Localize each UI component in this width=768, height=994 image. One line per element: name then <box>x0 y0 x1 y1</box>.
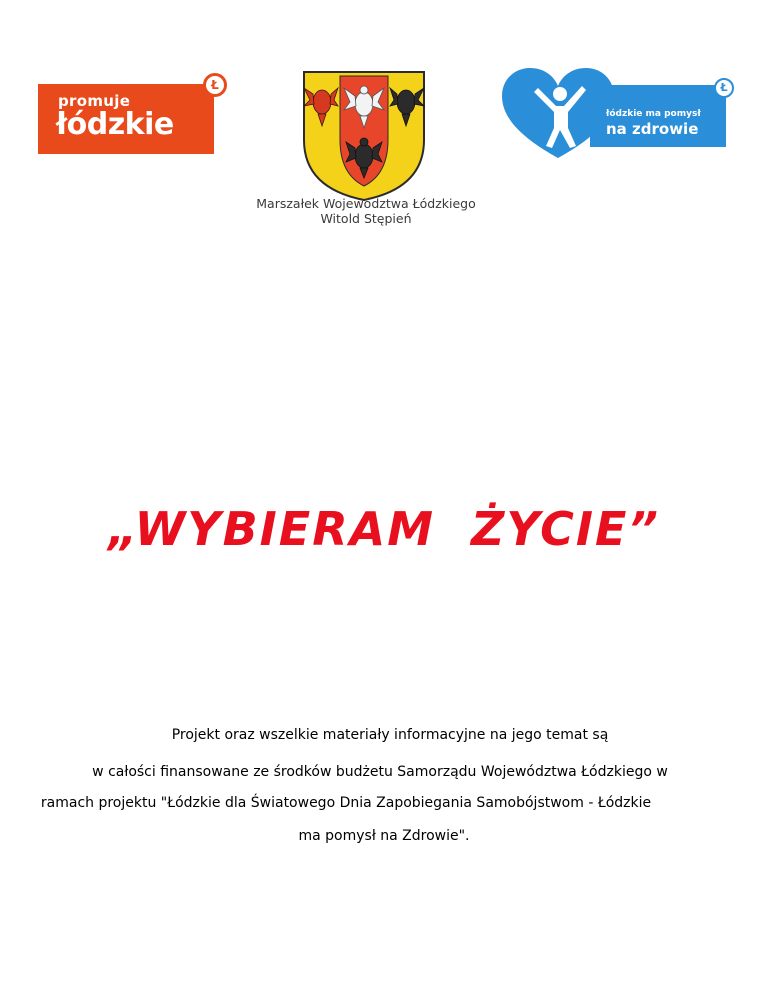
logo-line-ma-pomysl: łódzkie ma pomysł <box>606 109 701 119</box>
promuje-lodzkie-logo <box>38 70 228 156</box>
coat-of-arms-icon <box>300 70 428 202</box>
body-line-1: Projekt oraz wszelkie materiały informacyjne na jego temat są <box>171 727 609 743</box>
body-line-4: ma pomysł na Zdrowie". <box>298 828 470 844</box>
l-badge-icon: Ł <box>203 73 227 97</box>
logo-line-promuje: promuje <box>58 92 131 110</box>
body-line-3: ramach projektu "Łódzkie dla Światowego Dnia Zapobiegania Samobójstwom - Łódzkie <box>40 795 652 811</box>
marshal-name: Witold Stępień <box>320 211 412 226</box>
logo-line-na-zdrowie: na zdrowie <box>606 120 699 138</box>
page-title: „WYBIERAM ŻYCIE” <box>108 502 660 556</box>
body-line-2: w całości finansowane ze środków budżetu Samorządu Województwa Łódzkiego w <box>92 764 668 780</box>
marshal-caption <box>236 196 496 226</box>
lodzkie-ma-pomysl-logo <box>498 66 738 162</box>
logo-line-lodzkie: łódzkie <box>56 107 174 142</box>
marshal-title: Marszałek Województwa Łódzkiego <box>256 196 476 211</box>
heart-figure-icon <box>498 66 618 162</box>
l-badge-icon: Ł <box>714 78 734 98</box>
